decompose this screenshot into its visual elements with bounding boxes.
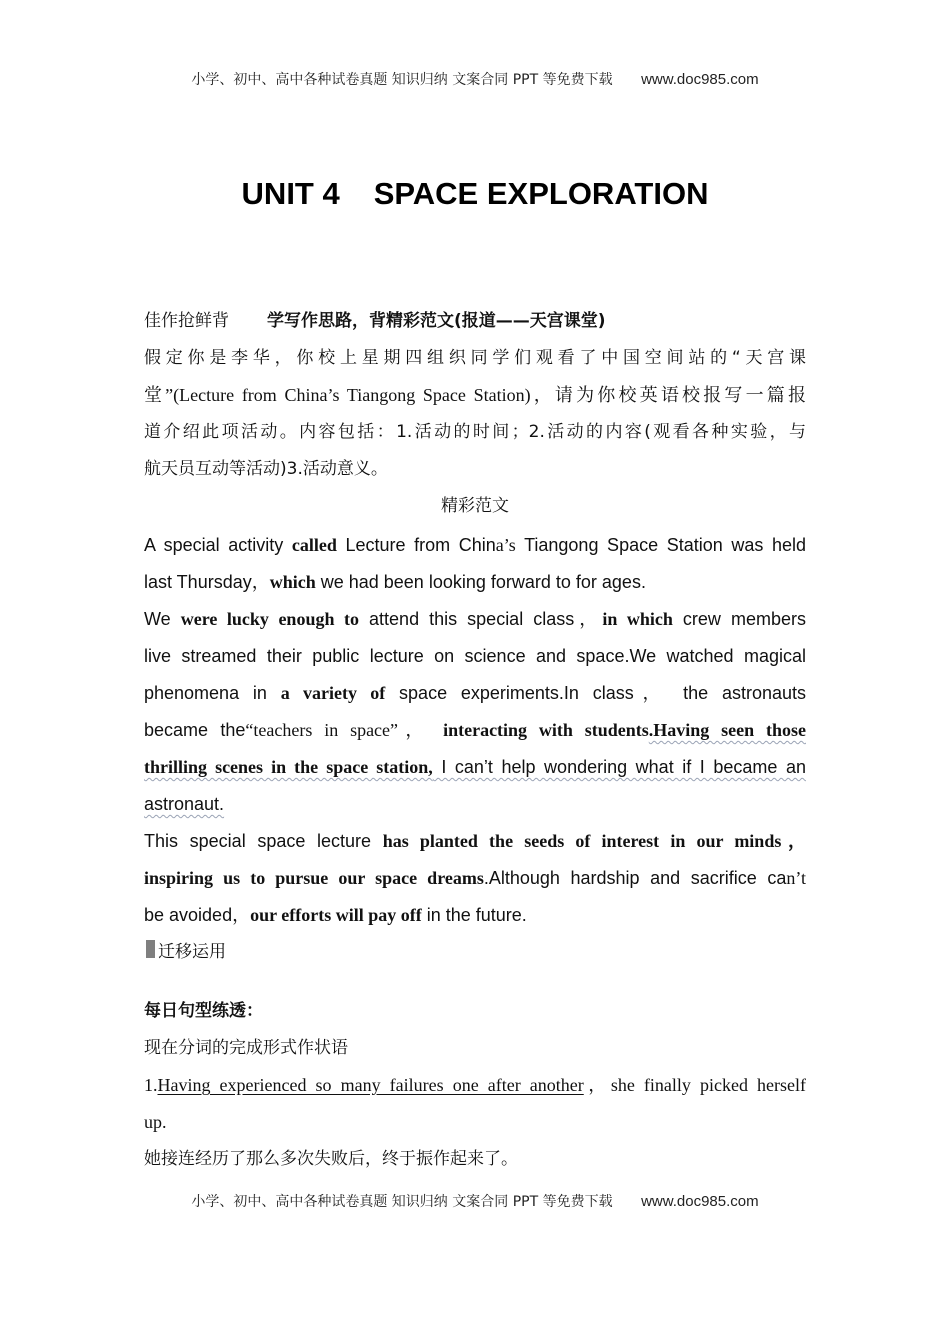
model-essay-heading: 精彩范文 (441, 496, 509, 516)
essay-line: thrilling scenes in the space station, I can’t help wondering what if I became an (144, 757, 806, 777)
title-unit: UNIT 4 (241, 176, 340, 211)
section-intro-subtitle: 学写作思路，背精彩范文(报道——天宫课堂) (267, 311, 606, 331)
essay-paragraph-1 (144, 528, 806, 602)
essay-paragraph-3 (144, 824, 806, 935)
header-url[interactable]: www.doc985.com (641, 71, 759, 88)
underlined-phrase: Having experienced so many failures one after another (157, 1075, 584, 1095)
example-translation-1: 她接连经历了那么多次失败后，终于振作起来了。 (144, 1149, 518, 1169)
essay-line: live streamed their public lecture on science and space.We watched magical (144, 646, 806, 666)
page-title (0, 176, 950, 212)
page-footer (0, 1191, 950, 1211)
essay-paragraph-2 (144, 602, 806, 824)
prompt-line: 航天员互动等活动)3.活动意义。 (144, 459, 388, 479)
essay-line: last Thursday，which we had been looking forward to for ages. (144, 572, 646, 592)
essay-line: This special space lecture has planted the seeds of interest in our minds， (144, 831, 806, 851)
title-topic: SPACE EXPLORATION (373, 176, 709, 211)
essay-line: be avoided，our efforts will pay off in the future. (144, 905, 527, 925)
prompt-line: 道介绍此项活动。内容包括：1.活动的时间；2.活动的内容(观看各种实验，与 (144, 422, 806, 442)
daily-heading: 每日句型练透： (144, 1001, 263, 1021)
item-number: 1. (144, 1075, 158, 1095)
prompt-line: 堂”(Lecture from China’s Tiangong Space Station)，请为你校英语校报写一篇报 (144, 385, 806, 405)
page-header (0, 69, 950, 89)
prompt-line: 假定你是李华，你校上星期四组织同学们观看了中国空间站的“天宫课 (144, 348, 806, 368)
daily-topic: 现在分词的完成形式作状语 (144, 1038, 348, 1058)
essay-line: became the“teachers in space”， interacting with students.Having seen those (144, 720, 806, 740)
section-intro-label: 佳作抢鲜背 (144, 311, 229, 331)
header-text: 小学、初中、高中各种试卷真题 知识归纳 文案合同 PPT 等免费下载 (191, 72, 613, 88)
section-marker-icon (146, 940, 155, 958)
section-intro (144, 306, 806, 343)
transfer-section-heading (144, 937, 806, 974)
essay-line: astronaut. (144, 794, 225, 814)
example-sentence-1-cont: up. (144, 1112, 167, 1132)
essay-line: phenomena in a variety of space experiments.In class， the astronauts (144, 683, 806, 703)
footer-text: 小学、初中、高中各种试卷真题 知识归纳 文案合同 PPT 等免费下载 (191, 1194, 613, 1210)
example-sentence-1: 1.Having experienced so many failures one after another，she finally picked herself (144, 1075, 806, 1095)
essay-line: A special activity called Lecture from China’s Tiangong Space Station was held (144, 535, 807, 555)
writing-prompt (144, 343, 806, 491)
essay-line: We were lucky enough to attend this special class，in which crew members (144, 609, 806, 629)
transfer-label: 迁移运用 (158, 942, 226, 962)
essay-line: inspiring us to pursue our space dreams.Although hardship and sacrifice can’t (144, 868, 807, 888)
footer-url[interactable]: www.doc985.com (641, 1193, 759, 1210)
document-body (144, 306, 806, 1181)
